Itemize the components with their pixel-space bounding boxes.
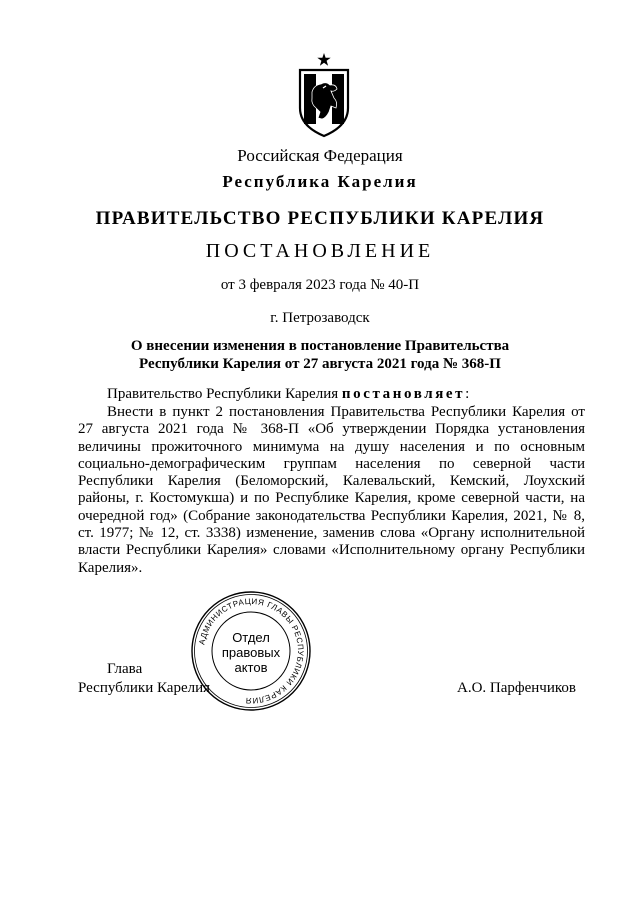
document-type: ПОСТАНОВЛЕНИЕ xyxy=(205,240,435,262)
stamp-line1: Отдел xyxy=(232,630,270,645)
country-name: Российская Федерация xyxy=(237,146,403,165)
intro-line xyxy=(107,386,469,403)
republic-name: Республика Карелия xyxy=(222,172,418,191)
body-paragraph: Внести в пункт 2 постановления Правительства Республики Карелия от 27 августа 2021 года № 368-П «Об утверждении Порядка установления величины прожиточного минимума на душу населения и по основным социально-демографическим группам населения по северной части Республики Карелия (Беломорский, Калевальский, Кемский, Лоухский районы, г. Костомукша) и по Республике Карелия, кроме северной части, на очередной год» (Собрание законодательства Республики Карелия, 2021, № 8, ст. 1977; № 12, ст. 3338) изменение, заменив слова «Органу исполнительной власти Республики Карелия» словами «Исполнительному органу Республики Карелия». xyxy=(78,404,585,576)
signatory-name: А.О. Парфенчиков xyxy=(457,680,576,696)
stamp-line2: правовых xyxy=(221,645,281,660)
signatory-organization: Республики Карелия xyxy=(78,680,211,696)
date-number-line: от 3 февраля 2023 года № 40-П xyxy=(220,277,420,293)
intro-keyword: постановляет xyxy=(341,386,466,402)
intro-suffix: : xyxy=(465,386,470,402)
subject-title-line2: Республики Карелия от 27 августа 2021 года № 368-П xyxy=(139,356,501,372)
city-name: г. Петрозаводск xyxy=(270,310,370,326)
karelia-coat-of-arms-icon xyxy=(296,52,352,138)
intro-prefix: Правительство Республики Карелия xyxy=(107,386,342,402)
stamp-line3: актов xyxy=(234,660,268,675)
subject-title-line1: О внесении изменения в постановление Правительства xyxy=(130,338,510,354)
signatory-title: Глава xyxy=(107,661,143,677)
body-text xyxy=(78,404,585,577)
government-name: ПРАВИТЕЛЬСТВО РЕСПУБЛИКИ КАРЕЛИЯ xyxy=(95,208,545,229)
stamp-ring-text: АДМИНИСТРАЦИЯ ГЛАВЫ РЕСПУБЛИКИ КАРЕЛИЯ xyxy=(197,596,306,706)
